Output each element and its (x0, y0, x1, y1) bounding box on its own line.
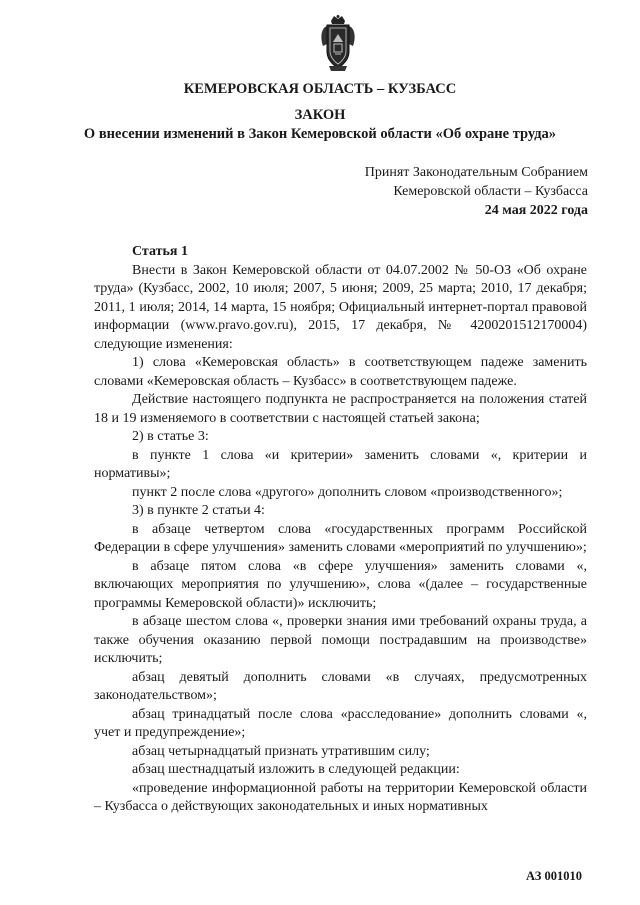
paragraph-intro: Внести в Закон Кемеровской области от 04.07.2002 № 50-ОЗ «Об охране труда» (Кузбасс, 2002, 10 июля; 2007, 5 июня; 2009, 25 марта; 2010, 17 декабря; 2011, 1 июля; 2014, 14 марта, 15 ноября; Официальный интернет-портал правовой информации (www.pravo.gov.ru), 2015, 17 декабря, № 4200201512170004) следующие изменения: (94, 262, 587, 352)
adoption-line-2: Кемеровской области – Кузбасса (393, 184, 588, 199)
paragraph-abzac-4: в абзаце четвертом слова «государственных программ Российской Федерации в сфере улучшения» заменить словами «мероприятий по улучшению»; (94, 521, 587, 555)
paragraph-abzac-16: абзац шестнадцатый изложить в следующей редакции: (132, 762, 460, 777)
document-code: АЗ 001010 (526, 869, 582, 883)
region-heading: КЕМЕРОВСКАЯ ОБЛАСТЬ – КУЗБАСС (183, 81, 457, 97)
paragraph-abzac-6: в абзаце шестом слова «, проверки знания ими требований охраны труда, а также обучения оказанию первой помощи пострадавшим на производстве» исключить; (94, 614, 587, 666)
article-body (94, 243, 587, 817)
paragraph-point-1: в пункте 1 слова «и критерии» заменить словами «, критерии и нормативы»; (94, 447, 587, 481)
document-title: О внесении изменений в Закон Кемеровской области «Об охране труда» (83, 126, 557, 142)
paragraph-item-2: 2) в статье 3: (132, 429, 209, 444)
adoption-block (365, 163, 588, 220)
adoption-line-1: Принят Законодательным Собранием (364, 165, 588, 180)
paragraph-abzac-14: абзац четырнадцатый признать утратившим силу; (132, 743, 430, 759)
paragraph-new-text: «проведение информационной работы на территории Кемеровской области – Кузбасса о действующих законодательных и иных нормативных (94, 780, 587, 814)
article-heading: Статья 1 (132, 244, 188, 259)
paragraph-item-3: 3) в пункте 2 статьи 4: (132, 503, 265, 518)
paragraph-abzac-13: абзац тринадцатый после слова «расследование» дополнить словами «, учет и предупреждение»; (94, 706, 587, 740)
document-type: ЗАКОН (294, 107, 346, 123)
paragraph-item-1: 1) слова «Кемеровская область» в соответствующем падеже заменить словами «Кемеровская область – Кузбасс» в соответствующем падеже. (94, 355, 587, 389)
adoption-date: 24 мая 2022 года (484, 203, 588, 218)
paragraph-abzac-9: абзац девятый дополнить словами «в случаях, предусмотренных законодательством»; (94, 669, 587, 703)
paragraph-point-2: пункт 2 после слова «другого» дополнить словом «производственного»; (132, 484, 563, 500)
paragraph-abzac-5: в абзаце пятом слова «в сфере улучшения» заменить словами «, включающих мероприятия по улучшению», слова «(далее – государственные программы Кемеровской области)» исключить; (94, 558, 587, 611)
paragraph-note: Действие настоящего подпункта не распространяется на положения статей 18 и 19 изменяемого в соответствии с настоящей статьей закона; (94, 392, 587, 426)
coat-of-arms-icon (319, 14, 357, 72)
